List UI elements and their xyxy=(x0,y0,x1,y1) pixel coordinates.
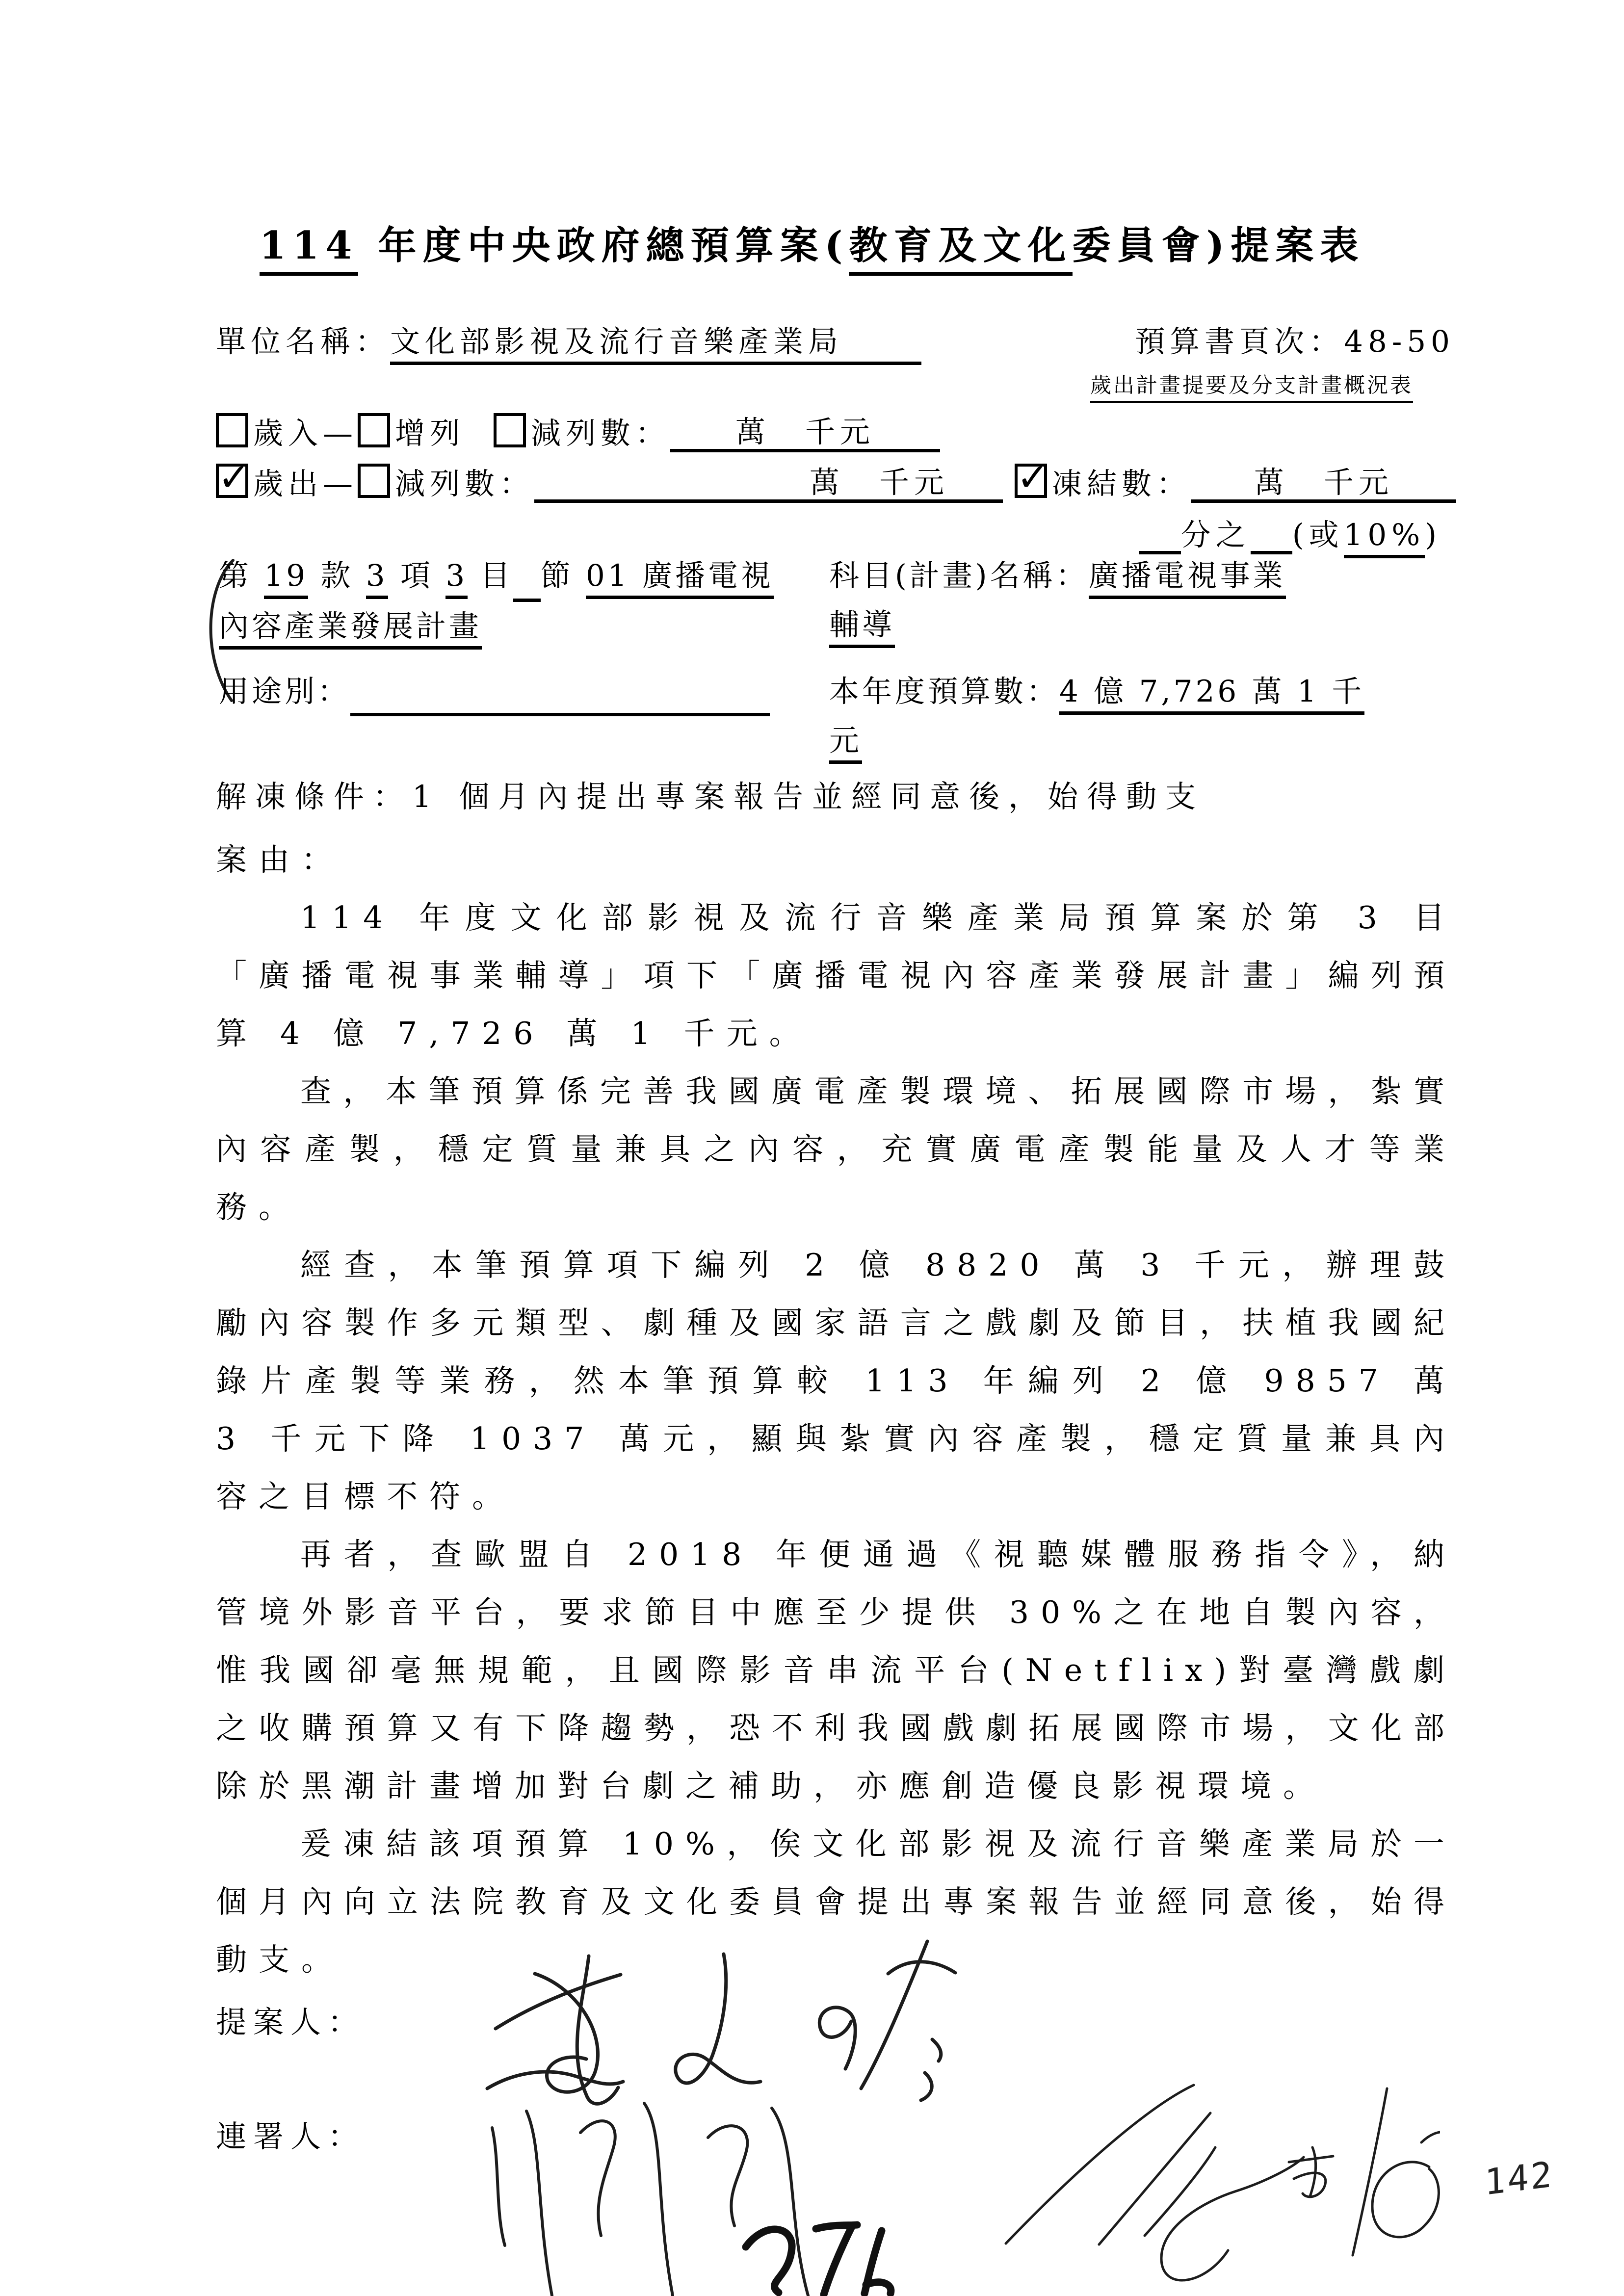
page-title xyxy=(0,215,1624,270)
clause-text: 第 xyxy=(219,558,264,593)
clause-plan-line1: 01 廣播電視 xyxy=(586,558,774,599)
revenue-amount-field[interactable] xyxy=(670,413,940,452)
checkbox-revenue-icon[interactable] xyxy=(216,413,248,447)
expense-amount-units: 萬 千元 xyxy=(810,465,949,500)
signature-cosigner-scrawl xyxy=(719,2205,915,2296)
budget-label: 本年度預算數： xyxy=(829,674,1060,709)
budget-value-line2: 元 xyxy=(829,723,862,764)
subject-value-line1: 廣播電視事業 xyxy=(1089,558,1286,599)
cosigner-label: 連署人： xyxy=(216,2118,366,2154)
clause-plan-line2: 內容產業發展計畫 xyxy=(219,609,482,650)
clause-mu-no: 3 xyxy=(445,558,468,599)
check-mark-icon: ✓ xyxy=(218,456,250,500)
fraction-numerator-field[interactable] xyxy=(1139,515,1181,554)
dash: — xyxy=(323,467,358,501)
unit-row xyxy=(216,318,1455,361)
checkbox-add-icon[interactable] xyxy=(358,413,390,447)
unit-label: 單位名稱： xyxy=(216,324,391,359)
fraction-percent-value: 10% xyxy=(1344,518,1425,558)
title-year: 114 xyxy=(260,223,359,276)
checkbox-cut-icon[interactable] xyxy=(494,413,526,447)
body-paragraph: 經查，本筆預算項下編列 2 億 8820 萬 3 千元，辦理鼓勵內容製作多元類型、劇種及國家語言之戲劇及節目，扶植我國紀錄片產製等業務，然本筆預算較 113 年編列 2 億 9857 萬 3 千元下降 1037 萬元，顯與紮實內容產製，穩定質量兼具內容之目標不符。 xyxy=(216,1247,1456,1514)
title-mid: 年度中央政府總預算案( xyxy=(358,223,849,268)
body-paragraph: 查，本筆預算係完善我國廣電產製環境、拓展國際市場，紮實內容產製，穩定質量兼具之內容，充實廣電產製能量及人才等業務。 xyxy=(216,1073,1456,1225)
clause-text: 項 xyxy=(388,558,446,593)
expense-label: 歲出 xyxy=(253,467,323,501)
clause-xiang-no: 3 xyxy=(366,558,388,599)
expense-amount-field[interactable] xyxy=(534,463,1003,503)
body-paragraph: 爰凍結該項預算 10%，俟文化部影視及流行音樂產業局於一個月內向立法院教育及文化委員會提出專案報告並經同意後，始得動支。 xyxy=(216,1826,1456,1978)
fraction-denominator-field[interactable] xyxy=(1251,515,1292,554)
budget-page-group xyxy=(1135,318,1455,361)
add-label: 增列 xyxy=(395,416,465,451)
body-paragraph: 再者，查歐盟自 2018 年便通過《視聽媒體服務指令》，納管境外影音平台，要求節目中應至少提供 30%之在地自製內容，惟我國卻毫無規範，且國際影音串流平台(Netflix)對臺灣戲劇之收購預算又有下降趨勢，恐不利我國戲劇拓展國際市場，文化部除於黑潮計畫增加對台劇之補助，亦應創造優良影視環境。 xyxy=(216,1537,1456,1804)
clause-blank-field[interactable] xyxy=(513,562,541,602)
usage-field[interactable] xyxy=(350,677,770,716)
freeze-amount-field[interactable] xyxy=(1191,463,1456,503)
budget-value-line1: 4 億 7,726 萬 1 千 xyxy=(1059,674,1364,715)
title-committee: 教育及文化 xyxy=(849,223,1072,276)
proposer-label: 提案人： xyxy=(216,2004,366,2040)
revenue-label: 歲入 xyxy=(253,416,323,451)
usage-row xyxy=(219,667,770,716)
usage-label: 用途別： xyxy=(219,674,351,709)
subject-label: 科目(計畫)名稱： xyxy=(829,558,1089,593)
fraction-alt-open: (或 xyxy=(1292,518,1344,552)
clause-text: 款 xyxy=(308,558,366,593)
subject-value-line2: 輔導 xyxy=(829,607,895,648)
handwritten-page-number: 142 xyxy=(1484,2153,1554,2203)
clause-cell xyxy=(219,551,832,651)
budget-page-label: 預算書頁次： xyxy=(1135,324,1344,359)
subnote-expenditure-table: 歲出計畫提要及分支計畫概況表 xyxy=(1090,369,1413,403)
check-mark-icon: ✓ xyxy=(1016,456,1049,500)
clause-kuan-no: 19 xyxy=(264,558,308,599)
expense-cut-label: 減列數： xyxy=(395,467,535,501)
freeze-label: 凍結數： xyxy=(1051,467,1191,501)
checkbox-expense-cut-icon[interactable] xyxy=(358,464,390,498)
fraction-row xyxy=(1139,511,1441,554)
budget-page-value: 48-50 xyxy=(1344,324,1455,359)
dash: — xyxy=(323,416,358,451)
title-tail: 委員會)提案表 xyxy=(1072,223,1365,268)
checkbox-expense-checked-icon[interactable] xyxy=(216,456,250,500)
unit-value-field[interactable]: 文化部影視及流行音樂產業局 xyxy=(390,324,921,365)
cut-label: 減列數： xyxy=(530,416,670,451)
unit-group xyxy=(216,318,921,361)
case-label: 案由： xyxy=(216,842,344,878)
freeze-group xyxy=(1015,456,1456,503)
checkbox-freeze-checked-icon[interactable] xyxy=(1015,456,1049,500)
clause-text: 節 xyxy=(540,558,586,593)
case-body xyxy=(216,831,1456,1989)
fraction-alt-close: ) xyxy=(1425,518,1441,552)
budget-cell xyxy=(829,667,1482,765)
defrost-condition: 解凍條件：1 個月內提出專案報告並經同意後，始得動支 xyxy=(216,779,1205,814)
freeze-amount-units: 萬 千元 xyxy=(1254,465,1393,500)
expense-row xyxy=(216,456,1456,503)
revenue-amount-units: 萬 千元 xyxy=(735,415,875,449)
signature-cosigner-2 xyxy=(998,2083,1440,2294)
expense-group xyxy=(216,456,1003,503)
subject-cell xyxy=(829,551,1477,650)
clause-text: 目 xyxy=(468,558,513,593)
fraction-of-label: 分之 xyxy=(1180,518,1251,552)
revenue-row xyxy=(216,410,940,452)
body-paragraph: 114 年度文化部影視及流行音樂產業局預算案於第 3 目「廣播電視事業輔導」項下「廣播電視內容產業發展計畫」編列預算 4 億 7,726 萬 1 千元。 xyxy=(216,900,1456,1051)
